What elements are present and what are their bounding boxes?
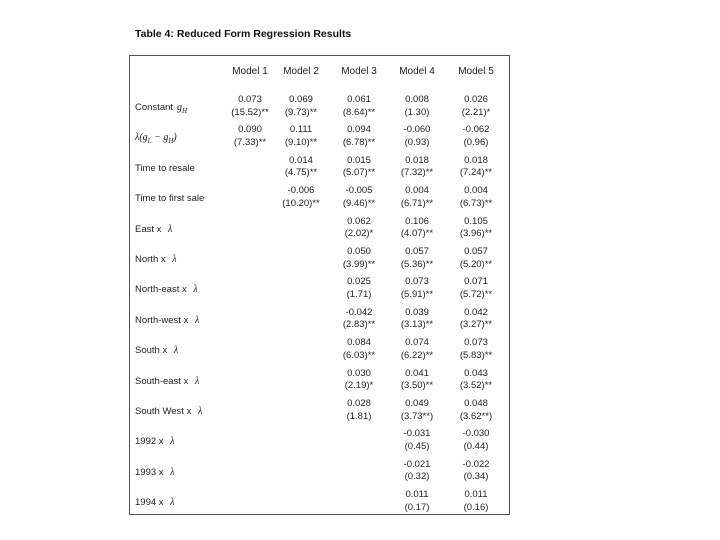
table-cell — [446, 307, 506, 332]
row-label — [135, 345, 178, 356]
tstat: (15.52)** — [231, 106, 269, 118]
table-cell — [271, 155, 331, 180]
math-part: λ — [194, 375, 200, 387]
math-part: λ(g — [135, 132, 148, 144]
math-term — [135, 132, 177, 146]
table-cell — [446, 124, 506, 149]
tstat: (4.07)** — [400, 228, 434, 240]
table-cell — [387, 124, 447, 149]
label-part: North-west x — [135, 314, 191, 326]
table-cell — [329, 307, 389, 332]
tstat: (2.19)* — [344, 380, 374, 392]
tstat: (7.32)** — [400, 167, 434, 179]
table-row — [129, 337, 510, 367]
coef: -0.030 — [462, 428, 490, 440]
table-cell — [387, 489, 447, 514]
table-row — [129, 398, 510, 428]
table-cell — [446, 337, 506, 362]
tstat: (6.78)** — [342, 136, 376, 148]
tstat: (7.24)** — [459, 167, 493, 179]
coef: -0.062 — [462, 124, 490, 136]
label-part: 1993 x — [135, 466, 167, 478]
coef: 0.048 — [464, 398, 488, 409]
table-row — [129, 428, 510, 458]
coef: 0.043 — [464, 367, 488, 379]
table-cell — [329, 216, 389, 241]
tstat: (9.73)** — [284, 106, 318, 118]
table-cell — [329, 368, 389, 393]
tstat: (0.93) — [404, 136, 430, 148]
column-header: Model 4 — [399, 66, 435, 77]
row-label — [135, 436, 175, 447]
coef: -0.021 — [403, 458, 431, 470]
row-label — [135, 193, 208, 204]
coef: 0.028 — [347, 398, 371, 409]
tstat: (1.30) — [404, 106, 430, 118]
table-row — [129, 216, 510, 246]
tstat: (5.72)** — [459, 288, 493, 300]
math-term — [195, 315, 199, 326]
row-label — [135, 102, 187, 115]
math-part: λ — [170, 466, 175, 478]
table-cell — [446, 398, 506, 423]
table-row — [129, 94, 510, 124]
coef: 0.073 — [405, 276, 429, 288]
math-part: H — [168, 137, 174, 146]
row-label — [135, 132, 177, 145]
math-part: λ — [193, 284, 198, 296]
coef: 0.011 — [464, 489, 488, 501]
table-cell — [387, 337, 447, 362]
tstat: (3.50)** — [400, 380, 434, 392]
column-header: Model 1 — [232, 66, 268, 77]
math-part: ) — [173, 132, 177, 144]
coef: -0.022 — [462, 458, 490, 470]
coef: 0.011 — [405, 489, 429, 501]
coef: 0.057 — [405, 246, 429, 257]
math-term — [174, 345, 178, 356]
coef: 0.042 — [464, 306, 488, 318]
coef: -0.005 — [345, 185, 373, 197]
tstat: (4.75)** — [284, 167, 318, 179]
table-cell — [329, 124, 389, 149]
tstat: (0.44) — [463, 440, 489, 452]
tstat: (0.32) — [404, 471, 430, 483]
math-part: λ — [170, 436, 175, 448]
math-part: H — [182, 107, 188, 115]
table-title: Table 4: Reduced Form Regression Results — [135, 28, 352, 40]
tstat: (0.45) — [404, 440, 430, 452]
table-cell — [387, 155, 447, 180]
math-term — [168, 224, 172, 235]
tstat: (3.27)** — [459, 319, 493, 331]
coef: 0.018 — [405, 154, 429, 166]
math-term — [177, 102, 187, 113]
tstat: (10.20)** — [282, 197, 320, 209]
coef: 0.061 — [347, 94, 371, 105]
label-part: Constant — [135, 102, 174, 113]
table-cell — [446, 155, 506, 180]
table-row — [129, 489, 510, 519]
label-part: South x — [135, 345, 170, 357]
coef: 0.071 — [464, 276, 488, 288]
table-cell — [329, 337, 389, 362]
tstat: (6.73)** — [459, 197, 493, 209]
row-label — [135, 224, 172, 235]
coef: 0.004 — [464, 185, 488, 197]
table-cell — [446, 216, 506, 241]
tstat: (6.71)** — [400, 197, 434, 209]
tstat: (0.96) — [463, 136, 489, 148]
coef: -0.031 — [403, 428, 431, 440]
coef: 0.039 — [405, 306, 429, 318]
coef: 0.057 — [464, 246, 488, 257]
tstat: (5.20)** — [459, 258, 493, 270]
table-row — [129, 155, 510, 185]
tstat: (0.17) — [404, 501, 430, 513]
coef: 0.111 — [289, 124, 313, 136]
table-cell — [271, 94, 331, 119]
table-row — [129, 368, 510, 398]
tstat: (7.33)** — [233, 136, 267, 148]
math-term — [198, 406, 202, 417]
table-cell — [387, 459, 447, 484]
coef: 0.105 — [464, 215, 488, 227]
math-term — [172, 254, 176, 265]
label-part: Time to resale — [135, 162, 195, 174]
row-label — [135, 497, 175, 508]
coef: 0.015 — [347, 154, 371, 166]
math-part: λ — [172, 254, 177, 265]
math-part: L — [147, 137, 152, 146]
tstat: (3.62**) — [459, 410, 493, 422]
label-part: South-east x — [135, 375, 191, 387]
tstat: (2.21)* — [461, 106, 491, 118]
table-cell — [387, 216, 447, 241]
coef: -0.006 — [287, 185, 315, 197]
row-label — [135, 376, 199, 387]
math-part: λ — [173, 345, 179, 357]
math-part: − g — [151, 132, 169, 144]
table-cell — [446, 489, 506, 514]
coef: 0.084 — [347, 337, 371, 349]
math-term — [170, 497, 174, 508]
math-part: λ — [194, 314, 200, 326]
table-cell — [329, 246, 389, 271]
table-cell — [387, 398, 447, 423]
math-term — [193, 284, 197, 295]
coef: 0.041 — [405, 367, 429, 379]
coef: 0.008 — [405, 94, 429, 105]
coef: 0.018 — [464, 154, 488, 166]
label-part: North x — [135, 254, 169, 265]
table-cell — [446, 428, 506, 453]
math-term — [170, 467, 174, 478]
tstat: (3.99)** — [342, 258, 376, 270]
table-cell — [387, 428, 447, 453]
math-part: g — [177, 102, 183, 113]
table-row — [129, 246, 510, 276]
label-part: South West x — [135, 406, 194, 417]
row-label — [135, 284, 198, 295]
table-cell — [329, 398, 389, 423]
tstat: (6.22)** — [400, 349, 434, 361]
math-term — [195, 376, 199, 387]
tstat: (0.34) — [463, 471, 489, 483]
row-label — [135, 254, 177, 265]
table-cell — [329, 185, 389, 210]
coef: 0.062 — [347, 215, 371, 227]
coef: 0.014 — [289, 154, 313, 166]
math-part: λ — [197, 406, 203, 417]
coef: 0.073 — [238, 94, 262, 105]
math-term — [170, 436, 174, 447]
table-cell — [387, 185, 447, 210]
coef: 0.026 — [464, 94, 488, 105]
coef: 0.073 — [464, 337, 488, 349]
label-part: Time to first sale — [135, 193, 205, 205]
tstat: (9.46)** — [342, 197, 376, 209]
table-cell — [446, 185, 506, 210]
coef: 0.049 — [405, 398, 429, 409]
table-cell — [271, 185, 331, 210]
coef: 0.069 — [289, 94, 313, 105]
row-label — [135, 467, 175, 478]
tstat: (1.71) — [346, 288, 372, 300]
column-header: Model 5 — [458, 66, 494, 77]
row-label — [135, 315, 199, 326]
tstat: (1.81) — [346, 410, 372, 422]
column-header: Model 3 — [341, 66, 377, 77]
coef: 0.074 — [405, 337, 429, 349]
table-cell — [271, 124, 331, 149]
coef: 0.094 — [347, 124, 371, 136]
math-part: λ — [168, 223, 173, 235]
coef: 0.050 — [347, 246, 371, 257]
table-row — [129, 124, 510, 154]
coef: 0.030 — [347, 367, 371, 379]
table-cell — [387, 94, 447, 119]
table-cell — [446, 94, 506, 119]
tstat: (5.91)** — [400, 288, 434, 300]
table-row — [129, 185, 510, 215]
table-cell — [387, 368, 447, 393]
coef: 0.106 — [405, 215, 429, 227]
table-cell — [329, 94, 389, 119]
label-part: 1992 x — [135, 436, 167, 448]
tstat: (2.83)** — [342, 319, 376, 331]
table-row — [129, 276, 510, 306]
tstat: (3.52)** — [459, 380, 493, 392]
tstat: (3.13)** — [400, 319, 434, 331]
label-part: East x — [135, 223, 165, 235]
tstat: (5.36)** — [400, 258, 434, 270]
tstat: (5.83)** — [459, 349, 493, 361]
coef: 0.090 — [238, 124, 262, 136]
table-cell — [329, 155, 389, 180]
table-cell — [446, 368, 506, 393]
label-part: 1994 x — [135, 497, 167, 509]
row-label — [135, 406, 202, 417]
table-cell — [446, 276, 506, 301]
tstat: (8.64)** — [342, 106, 376, 118]
column-header: Model 2 — [283, 66, 319, 77]
table-cell — [387, 246, 447, 271]
table-row — [129, 459, 510, 489]
coef: 0.025 — [347, 276, 371, 288]
tstat: (9.10)** — [284, 136, 318, 148]
coef: -0.042 — [345, 306, 373, 318]
table-cell — [387, 307, 447, 332]
table-cell — [446, 246, 506, 271]
tstat: (0.16) — [463, 501, 489, 513]
coef: 0.004 — [405, 185, 429, 197]
table-row — [129, 307, 510, 337]
coef: -0.060 — [403, 124, 431, 136]
row-label — [135, 163, 199, 174]
label-part: North-east x — [135, 284, 190, 296]
tstat: (6.03)** — [342, 349, 376, 361]
tstat: (5.07)** — [342, 167, 376, 179]
tstat: (2.02)* — [344, 228, 374, 240]
table-cell — [329, 276, 389, 301]
tstat: (3.73**) — [400, 410, 434, 422]
table-cell — [446, 459, 506, 484]
tstat: (3.96)** — [459, 228, 493, 240]
table-cell — [387, 276, 447, 301]
math-part: λ — [170, 497, 175, 509]
